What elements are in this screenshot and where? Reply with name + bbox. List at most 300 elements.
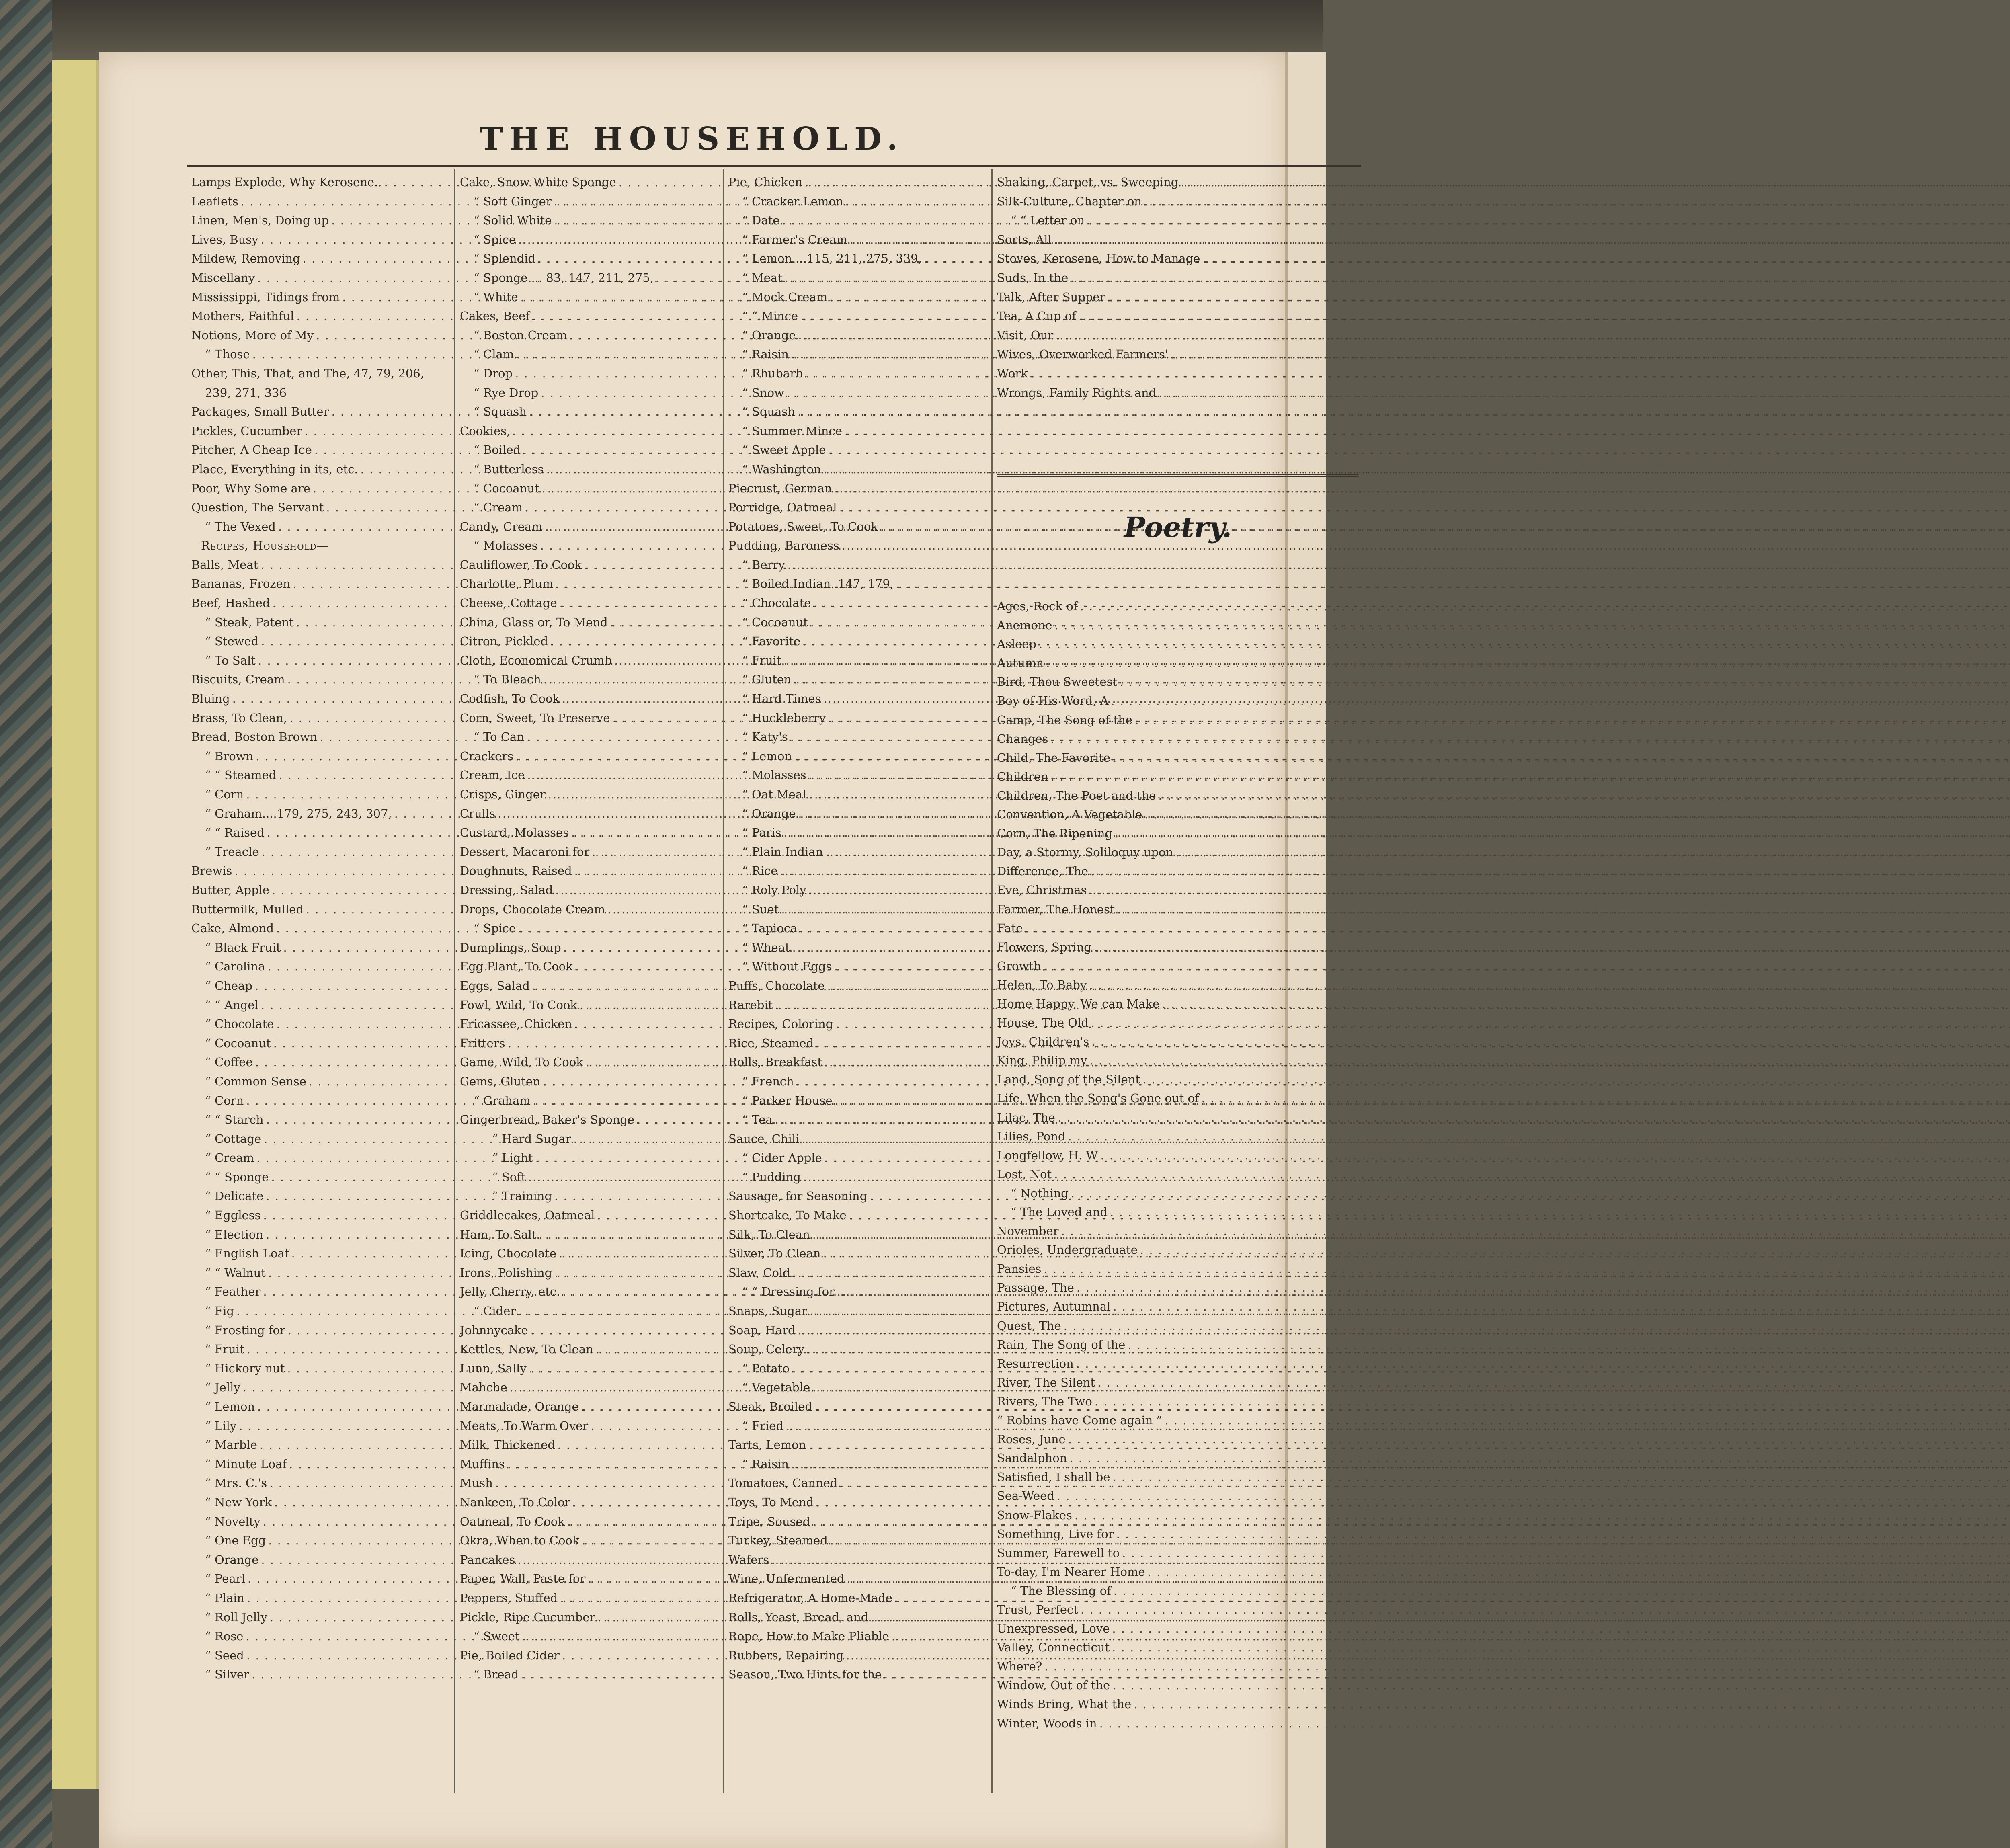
entry-title: “ Parker House [742, 1093, 833, 1108]
index-entry [728, 861, 990, 881]
entry-title: Slaw, Cold [728, 1266, 790, 1280]
entry-title: “ New York [205, 1495, 272, 1509]
index-entry [191, 441, 453, 460]
entry-title: “ Sweet Apple [742, 443, 826, 457]
index-entry [191, 594, 453, 613]
entry-title: Tomatoes, Canned [728, 1476, 838, 1490]
entry-title: Roses, June [997, 1432, 1066, 1446]
entry-title: Trust, Perfect [997, 1602, 1078, 1616]
entry-title: “ Squash [474, 405, 527, 419]
index-entry [460, 976, 721, 996]
dot-leader [1142, 1070, 2010, 1089]
index-entry [191, 843, 453, 862]
index-entry [460, 364, 721, 384]
entry-title: Season, Two Hints for the [728, 1668, 882, 1682]
index-entry [460, 422, 721, 441]
entry-title: Children [997, 769, 1048, 784]
index-entry [997, 192, 1359, 211]
entry-title: Jelly, Cherry, etc. [460, 1285, 560, 1299]
entry-title: Silk, To Clean [728, 1227, 810, 1241]
entry-title: Cauliflower, To Cook [460, 558, 582, 572]
entry-title: “ Lily [205, 1419, 237, 1433]
index-entry [191, 1282, 453, 1302]
entry-title: Anemone [997, 618, 1052, 632]
dot-leader [1025, 919, 2010, 938]
entry-title: “ Hard Sugar [492, 1132, 571, 1146]
entry-title: “ “ Raised [205, 826, 265, 840]
entry-title: To-day, I'm Nearer Home [997, 1565, 1145, 1579]
index-entry [191, 709, 453, 728]
index-entry [191, 307, 453, 326]
index-column-2 [460, 173, 721, 1789]
entry-title: “ Lemon [205, 1400, 255, 1413]
dot-leader [1091, 1032, 2010, 1051]
entry-title: Where? [997, 1659, 1042, 1674]
entry-title: Oatmeal, To Cook [460, 1514, 565, 1528]
dot-leader [1111, 691, 2010, 710]
entry-title: Question, The Servant [191, 500, 324, 515]
index-entry [728, 192, 990, 211]
index-entry [997, 1487, 1359, 1505]
index-entry [460, 1551, 721, 1570]
index-entry [728, 307, 990, 326]
index-entry [997, 691, 1359, 710]
index-entry [728, 1091, 990, 1111]
dot-leader [1054, 230, 2010, 250]
entry-title: Brewis [191, 864, 232, 878]
index-entry [997, 1184, 1359, 1203]
index-entry [191, 288, 453, 307]
index-entry [460, 632, 721, 651]
index-entry [728, 1646, 990, 1665]
entry-title: “ Butterless [474, 462, 544, 476]
entry-title: Shaking, Carpet, vs. Sweeping [997, 175, 1179, 189]
index-entry [460, 1378, 721, 1397]
entry-title: “ Soft Ginger [474, 194, 552, 208]
index-entry [997, 1676, 1359, 1695]
entry-title: Place, Everything in its, etc. [191, 462, 358, 476]
index-entry [997, 1278, 1359, 1297]
index-entry [191, 249, 453, 269]
index-entry [460, 1569, 721, 1589]
index-entry [997, 1430, 1359, 1449]
index-entry [460, 1244, 721, 1263]
entry-title: Talk, After Supper [997, 290, 1106, 304]
index-entry [728, 269, 990, 288]
index-entry [460, 230, 721, 250]
entry-title: Resurrection [997, 1356, 1074, 1370]
entry-title: “ Sweet [474, 1629, 520, 1643]
index-entry [460, 556, 721, 575]
entry-title: “ Marble [205, 1438, 257, 1452]
index-entry [191, 919, 453, 938]
entry-title: Rarebit [728, 998, 773, 1012]
entry-title: Joys, Children's [997, 1035, 1089, 1049]
entry-title: King, Philip my [997, 1054, 1087, 1068]
index-entry [728, 479, 990, 498]
entry-title: Biscuits, Cream [191, 673, 285, 687]
entry-title: Buttermilk, Mulled [191, 902, 304, 916]
entry-title: “ Raisin [742, 1457, 789, 1471]
entry-title: “ Sponge ... 83, 147, 211, 275, [474, 271, 654, 285]
dot-leader [1117, 900, 2010, 919]
index-entry [191, 1359, 453, 1378]
entry-title: Charlotte, Plum [460, 577, 554, 591]
index-entry [460, 1225, 721, 1245]
entry-title: Suds, In the [997, 271, 1069, 285]
entry-title: Winter, Woods in [997, 1716, 1097, 1730]
entry-title: Children, The Poet and the [997, 788, 1156, 802]
index-entry [191, 804, 453, 824]
index-entry [997, 673, 1359, 691]
entry-title: “ Common Sense [205, 1074, 306, 1088]
entry-title: Helen, To Baby [997, 978, 1087, 992]
entry-title: Pie, Boiled Cider [460, 1648, 560, 1662]
entry-title: Fritters [460, 1036, 505, 1050]
index-entry [997, 957, 1359, 976]
entry-title: “ Rhubarb [742, 366, 803, 380]
index-entry [460, 249, 721, 269]
dot-leader [1091, 1013, 2010, 1032]
entry-title: “ Rye Drop [474, 386, 539, 400]
entry-title: “ The Loved and [1011, 1205, 1108, 1219]
dot-leader [1148, 1563, 2010, 1581]
title-rule [187, 165, 1361, 167]
dot-leader [845, 422, 2010, 441]
index-entry [728, 1034, 990, 1053]
index-entry [191, 900, 453, 919]
dot-leader [1144, 805, 2010, 824]
index-entry [191, 1417, 453, 1436]
entry-title: Marmalade, Orange [460, 1400, 579, 1413]
index-entry [191, 517, 453, 537]
dot-leader [1113, 1468, 2010, 1487]
index-entry [728, 1187, 990, 1206]
index-entry [728, 326, 990, 345]
index-entry [997, 1373, 1359, 1392]
entry-title: “ Vegetable [742, 1380, 810, 1395]
index-entry [728, 1053, 990, 1072]
poetry-heading: Poetry. [1124, 511, 1232, 544]
index-entry [460, 1130, 721, 1149]
index-entry [997, 654, 1359, 673]
index-entry [460, 1608, 721, 1627]
index-entry [728, 345, 990, 364]
index-entry [191, 728, 453, 747]
index-entry [460, 938, 721, 958]
dot-leader [1122, 1544, 2010, 1563]
entry-title: “ The Vexed [205, 519, 276, 533]
entry-title: Satisfied, I shall be [997, 1470, 1110, 1484]
index-entry [460, 709, 721, 728]
index-entry [460, 1168, 721, 1187]
index-entry [460, 957, 721, 976]
index-entry [191, 326, 453, 345]
entry-title: “ Suet [742, 902, 779, 916]
entry-title: “ Solid White [474, 213, 552, 228]
entry-title: House, The Old [997, 1016, 1089, 1030]
index-column-1 [191, 173, 453, 1789]
entry-title: “ Summer Mince [742, 424, 842, 438]
entry-title: Mush [460, 1476, 493, 1490]
entry-title: Snow-Flakes [997, 1508, 1072, 1522]
entry-title: “ Novelty [205, 1514, 260, 1528]
entry-title: Wafers [728, 1553, 769, 1567]
index-entry [728, 804, 990, 824]
entry-title: “ Paris [742, 826, 781, 840]
entry-title: Pictures, Autumnal [997, 1300, 1111, 1314]
book-cover-edge [0, 0, 1323, 52]
dot-leader [1061, 1222, 2010, 1241]
dot-leader [1071, 1184, 2010, 1203]
entry-title: “ Berry [742, 558, 785, 572]
index-column-4 [997, 173, 1359, 402]
index-entry [460, 479, 721, 498]
entry-title: Beef, Hashed [191, 596, 270, 610]
entry-title: “ “ Sponge [205, 1170, 269, 1184]
entry-title: “ Molasses [474, 539, 538, 553]
index-entry [460, 843, 721, 862]
index-entry [460, 574, 721, 594]
entry-title: Growth [997, 959, 1041, 973]
entry-title: “ Orange [742, 328, 796, 342]
entry-title: “ “ Walnut [205, 1266, 266, 1280]
index-entry [997, 881, 1359, 900]
dot-leader [1089, 976, 2010, 995]
index-entry [728, 1302, 990, 1321]
entry-title: “ Plain Indian [742, 845, 823, 859]
entry-title: Visit, Our [997, 328, 1054, 342]
index-entry [997, 767, 1359, 786]
index-entry [728, 1359, 990, 1378]
dot-leader [1044, 1259, 2010, 1278]
index-entry [460, 613, 721, 632]
entry-title: “ Orange [742, 806, 796, 820]
index-entry [460, 1053, 721, 1072]
index-entry [460, 307, 721, 326]
entry-title: Lives, Busy [191, 232, 258, 246]
index-entry [728, 288, 990, 307]
index-entry [997, 1392, 1359, 1411]
entry-title: Pickle, Ripe Cucumber [460, 1610, 595, 1624]
index-entry [997, 211, 1359, 230]
entry-title: Rubbers, Repairing [728, 1648, 844, 1662]
index-entry [460, 1206, 721, 1225]
index-entry [997, 1203, 1359, 1222]
index-entry [728, 1282, 990, 1302]
index-entry [728, 670, 990, 689]
index-entry [460, 785, 721, 804]
dot-leader [1076, 1354, 2010, 1373]
entry-title: “ Favorite [742, 634, 801, 648]
entry-title: “ Lemon....115, 211, 275, 339, [742, 252, 922, 266]
index-entry [191, 536, 453, 556]
entry-title: “ Boiled Indian..147, 179, [742, 577, 894, 591]
binding-strip [52, 60, 99, 1789]
entry-title: “ Bread [474, 1668, 519, 1682]
index-entry [191, 651, 453, 671]
index-entry [997, 1051, 1359, 1070]
dot-leader [896, 574, 2010, 594]
index-entry [460, 1417, 721, 1436]
index-entry [997, 1241, 1359, 1259]
entry-title: Difference, The [997, 864, 1089, 878]
index-entry [191, 1187, 453, 1206]
index-entry [460, 536, 721, 556]
dot-leader [1089, 1051, 2010, 1070]
entry-title: “ Pearl [205, 1572, 245, 1586]
index-entry [191, 1512, 453, 1532]
entry-title: Passage, The [997, 1281, 1074, 1295]
index-entry [191, 1263, 453, 1283]
entry-title: Sea-Weed [997, 1489, 1054, 1503]
index-entry [460, 326, 721, 345]
entry-title: Rolls, Yeast, Bread, and [728, 1610, 869, 1624]
dot-leader [1202, 249, 2010, 269]
index-entry [728, 881, 990, 900]
entry-title: “ Feather [205, 1285, 261, 1299]
index-entry [728, 517, 990, 537]
entry-title: Cake, Snow White Sponge [460, 175, 616, 189]
dot-leader [1068, 1430, 2010, 1449]
entry-title: Pudding, Baroness [728, 539, 839, 553]
dot-leader [1171, 345, 2010, 364]
index-entry [191, 1091, 453, 1111]
entry-title: “ Squash [742, 405, 796, 419]
index-entry [728, 1206, 990, 1225]
entry-title: “ Fruit [205, 1342, 244, 1356]
index-entry [460, 1455, 721, 1474]
entry-title: “ Hickory nut [205, 1361, 285, 1375]
index-entry [460, 1015, 721, 1034]
index-entry [460, 881, 721, 900]
entry-title: “ “ Letter on [1011, 213, 1085, 228]
entry-title: Silver, To Clean [728, 1247, 821, 1261]
entry-title: Candy, Cream [460, 519, 543, 533]
dot-leader [798, 402, 2010, 422]
dot-leader [1113, 749, 2010, 767]
index-entry [728, 843, 990, 862]
index-entry [997, 345, 1359, 364]
index-entry [460, 1034, 721, 1053]
entry-title: Camp, The Song of the [997, 713, 1133, 727]
entry-title: “ Katy's [742, 730, 788, 744]
dot-leader [1110, 1203, 2010, 1222]
index-entry [997, 1581, 1359, 1600]
dot-leader [1089, 881, 2010, 900]
index-entry [728, 364, 990, 384]
index-entry [728, 1569, 990, 1589]
index-entry [728, 1072, 990, 1091]
entry-title: Dessert, Macaroni for [460, 845, 590, 859]
dot-leader [1087, 211, 2010, 230]
entry-title: Bluing [191, 692, 230, 706]
index-entry [728, 1493, 990, 1512]
entry-title: Window, Out of the [997, 1678, 1110, 1692]
index-entry [997, 1032, 1359, 1051]
entry-title: “ Cocoanut [474, 481, 539, 495]
index-entry [997, 1544, 1359, 1563]
entry-title: River, The Silent [997, 1375, 1095, 1389]
index-entry [460, 766, 721, 785]
index-entry [191, 1225, 453, 1245]
entry-title: Work [997, 366, 1028, 380]
index-entry [191, 1665, 453, 1684]
entry-title: “ Brown [205, 749, 254, 763]
index-entry [191, 1397, 453, 1417]
index-entry [191, 996, 453, 1015]
index-entry [460, 651, 721, 671]
index-entry [728, 384, 990, 403]
index-entry [728, 1244, 990, 1263]
index-entry [191, 1569, 453, 1589]
dot-leader [1044, 1657, 2010, 1676]
index-entry [728, 498, 990, 517]
entry-title: Piecrust, German [728, 481, 832, 495]
index-entry [191, 1455, 453, 1474]
entry-title: “ Plain [205, 1591, 245, 1605]
index-entry [997, 976, 1359, 995]
entry-title: Johnnycake [460, 1323, 528, 1337]
entry-title: Lilac, The [997, 1110, 1055, 1124]
dot-leader [1165, 1411, 2010, 1430]
marbled-binding [0, 0, 52, 1848]
dot-leader [1069, 1449, 2010, 1468]
index-entry [997, 1695, 1359, 1714]
entry-title: “ Orange [205, 1553, 259, 1567]
entry-title: Crackers [460, 749, 514, 763]
dot-leader [1112, 1619, 2010, 1638]
entry-title: “ French [742, 1074, 794, 1088]
index-entry [728, 938, 990, 958]
entry-title: “ Mrs. C.'s [205, 1476, 267, 1490]
entry-title: Unexpressed, Love [997, 1622, 1110, 1636]
index-page [99, 52, 1285, 1848]
entry-title: Fate [997, 921, 1023, 935]
entry-title: Steak, Broiled [728, 1400, 812, 1413]
index-entry [191, 1340, 453, 1359]
index-entry [728, 1130, 990, 1149]
entry-title: “ Washington [742, 462, 821, 476]
entry-title: “ Oat Meal [742, 788, 806, 801]
entry-title: “ Cider [474, 1304, 516, 1318]
index-entry [728, 1608, 990, 1627]
entry-title: Bananas, Frozen [191, 577, 291, 591]
dot-leader [1120, 673, 2010, 691]
entry-title: “ Election [205, 1227, 263, 1241]
entry-title: Dressing, Salad [460, 883, 553, 897]
dot-leader [1081, 1600, 2010, 1619]
index-entry [191, 230, 453, 250]
dot-leader [1080, 597, 2010, 616]
index-entry [997, 1165, 1359, 1184]
index-entry [728, 1149, 990, 1168]
index-entry [191, 1149, 453, 1168]
entry-title: “ Meat [742, 271, 782, 285]
dot-leader [1134, 1695, 2010, 1714]
index-entry [997, 1563, 1359, 1581]
index-entry [728, 249, 990, 269]
index-entry [460, 594, 721, 613]
dot-leader [1079, 307, 2010, 326]
entry-title: “ Boston Cream [474, 328, 567, 342]
dot-leader [788, 556, 2010, 575]
index-entry [728, 747, 990, 766]
index-entry [460, 1531, 721, 1551]
entry-title: Convention, A Vegetable [997, 808, 1142, 822]
dot-leader [1100, 1146, 2010, 1165]
index-entry [460, 1665, 721, 1684]
